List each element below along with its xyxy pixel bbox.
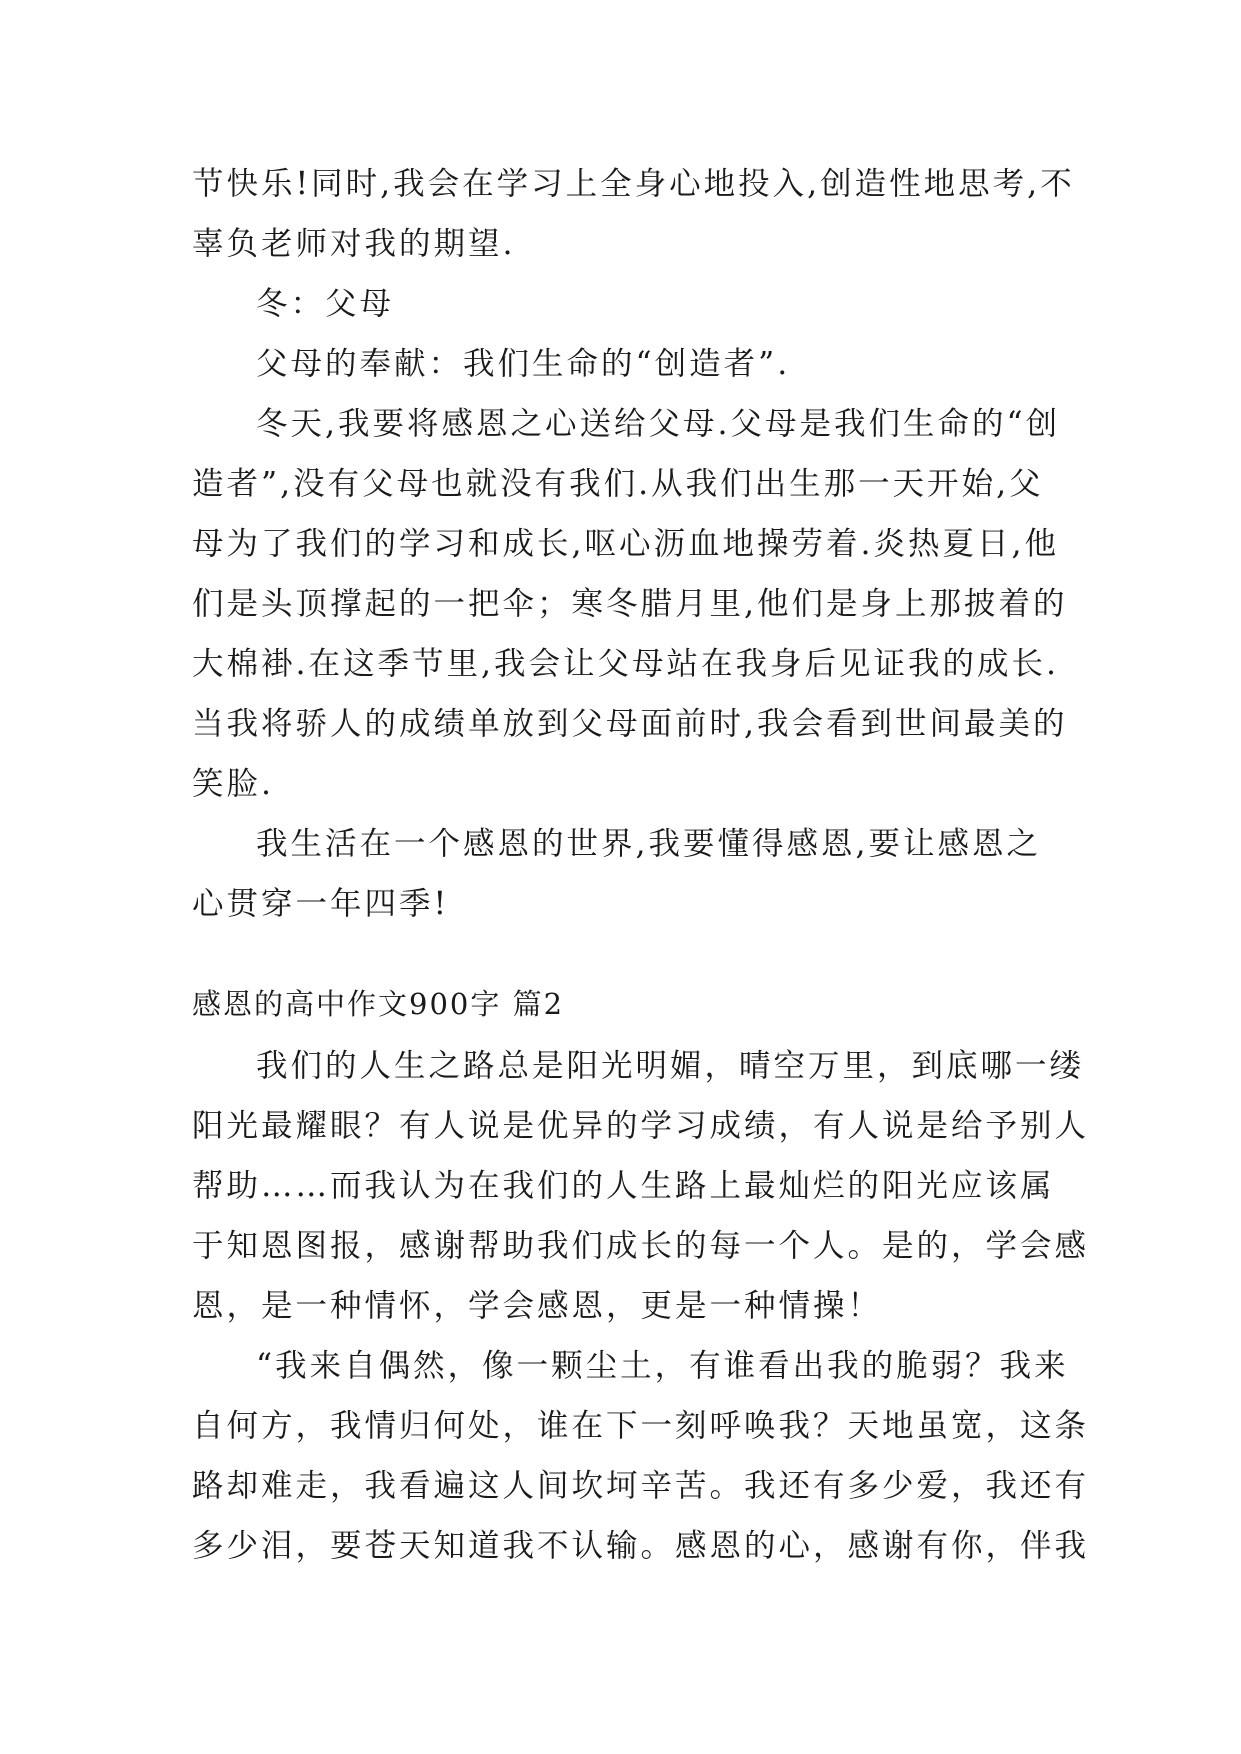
text-line: 帮助……而我认为在我们的人生路上最灿烂的阳光应该属 [192,1168,1055,1204]
text-line: 恩，是一种情怀，学会感恩，更是一种情操！ [192,1288,883,1324]
paragraph-1 [192,154,1075,274]
text-line: 冬天,我要将感恩之心送给父母.父母是我们生命的“创 [256,406,1061,442]
text-line: 大棉褂.在这季节里,我会让父母站在我身后见证我的成长. [192,646,1060,682]
text-line: 节快乐!同时,我会在学习上全身心地投入,创造性地思考,不 [192,166,1075,202]
paragraph-2 [192,274,1052,334]
text-line: 当我将骄人的成绩单放到父母面前时,我会看到世间最美的 [192,706,1068,742]
paragraph-3 [192,334,1052,394]
text-line: 父母的奉献：我们生命的“创造者”. [256,346,791,382]
text-line: 笑脸. [192,766,275,802]
text-line: 心贯穿一年四季! [192,886,450,922]
text-line: 自何方，我情归何处，谁在下一刻呼唤我？天地虽宽，这条 [192,1408,1090,1444]
text-line: 我们的人生之路总是阳光明媚，晴空万里，到底哪一缕 [256,1048,1085,1084]
text-line: 于知恩图报，感谢帮助我们成长的每一个人。是的，学会感 [192,1228,1090,1264]
text-line: 母为了我们的学习和成长,呕心沥血地操劳着.炎热夏日,他 [192,526,1060,562]
text-line: 我生活在一个感恩的世界,我要懂得感恩,要让感恩之 [256,826,1042,862]
text-line: 冬：父母 [256,286,395,322]
paragraph-7 [192,1336,1090,1576]
text-line: 多少泪，要苍天知道我不认输。感恩的心，感谢有你，伴我 [192,1528,1090,1564]
text-line: 辜负老师对我的期望. [192,226,516,262]
text-line: 阳光最耀眼？有人说是优异的学习成绩，有人说是给予别人 [192,1108,1090,1144]
text-line: “我来自偶然，像一颗尘土，有谁看出我的脆弱？我来 [256,1348,1069,1384]
text-line: 造者”,没有父母也就没有我们.从我们出生那一天开始,父 [192,466,1044,502]
paragraph-5 [192,814,1052,934]
paragraph-4 [192,394,1068,814]
text-line: 路却难走，我看遍这人间坎坷辛苦。我还有多少爱，我还有 [192,1468,1090,1504]
paragraph-6 [192,1036,1090,1336]
section-heading: 感恩的高中作文900字 篇2 [192,987,565,1021]
text-line: 们是头顶撑起的一把伞；寒冬腊月里,他们是身上那披着的 [192,586,1068,622]
